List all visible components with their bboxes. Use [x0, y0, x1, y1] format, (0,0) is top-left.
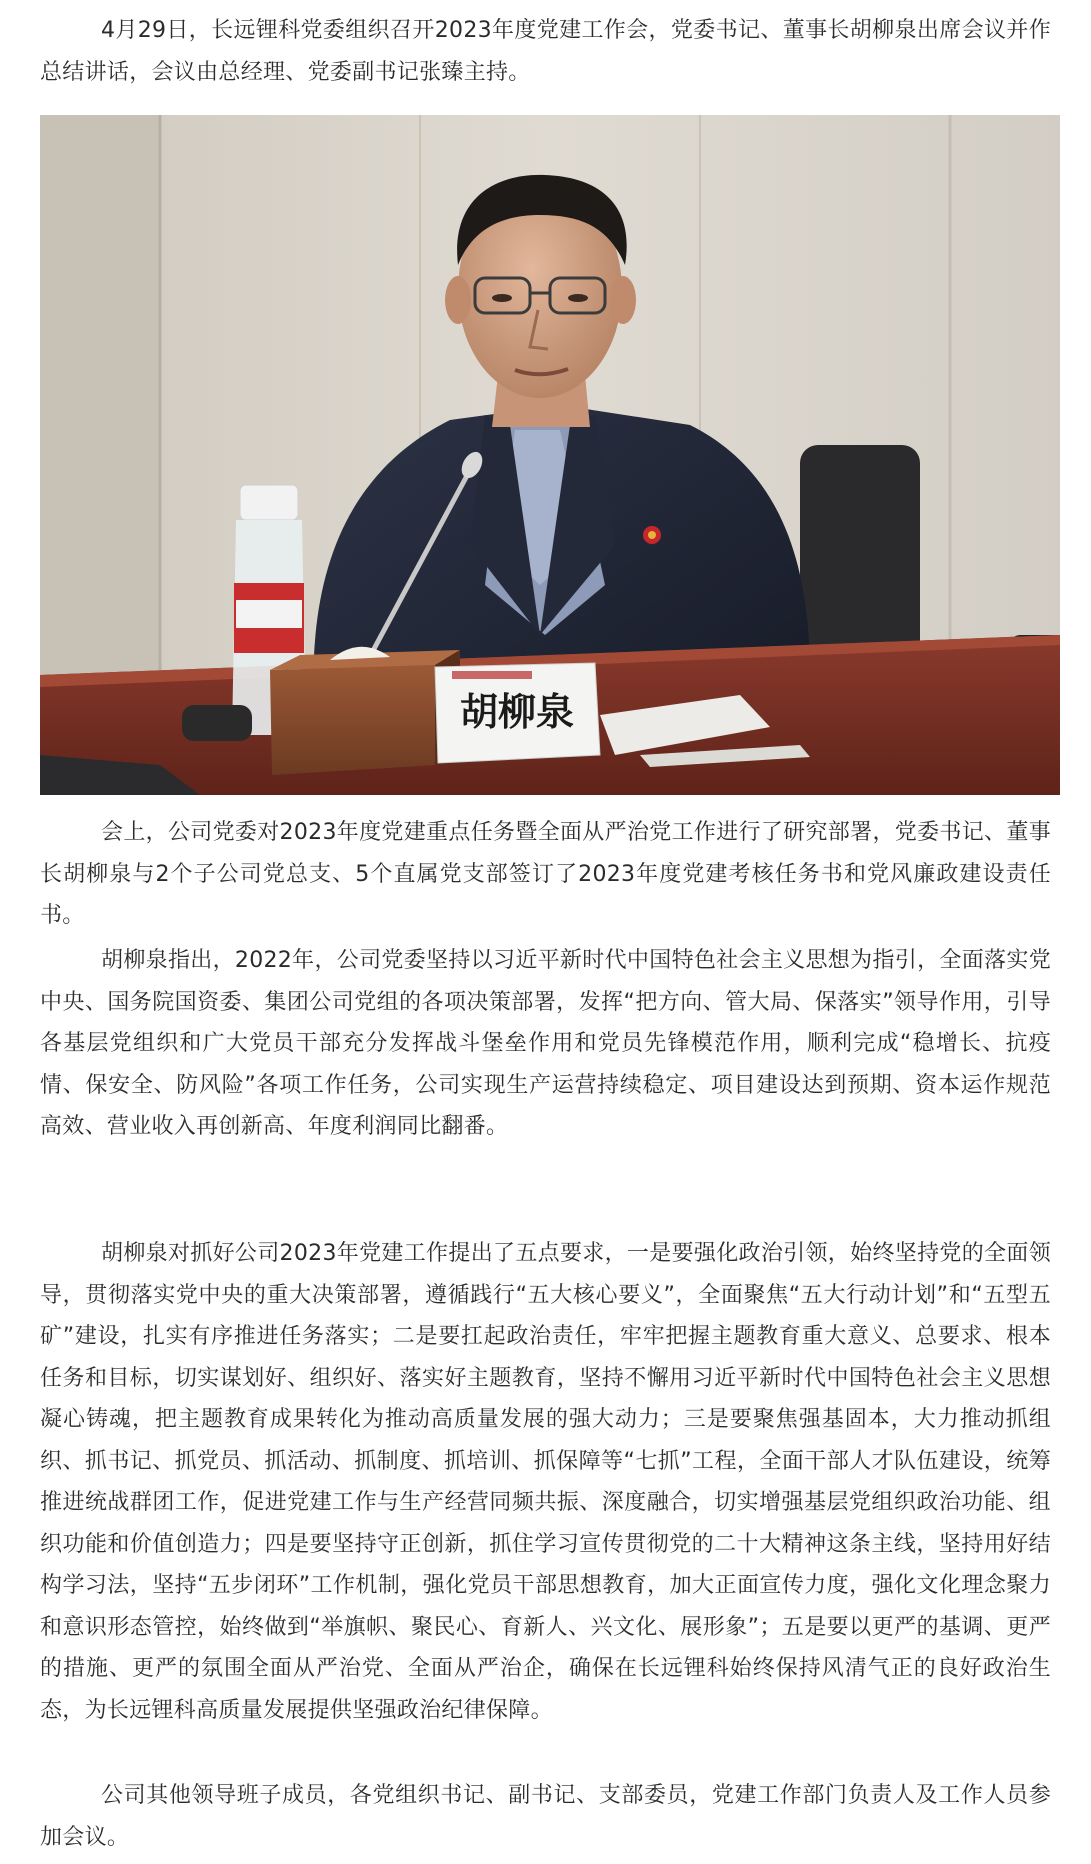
nameplate-label: 胡柳泉 — [459, 690, 575, 734]
paragraph-intro: 4月29日，长远锂科党委组织召开2023年度党建工作会，党委书记、董事长胡柳泉出席会议并作总结讲话，会议由总经理、党委副书记张臻主持。 — [40, 18, 1051, 85]
paragraph-requirements: 胡柳泉对抓好公司2023年党建工作提出了五点要求，一是要强化政治引领，始终坚持党的全面领导，贯彻落实党中央的重大决策部署，遵循践行“五大核心要义”，全面聚焦“五大行动计划”和“五型五矿”建设，扎实有序推进任务落实；二是要扛起政治责任，牢牢把握主题教育重大意义、总要求、根本任务和目标，切实谋划好、组织好、落实好主题教育，坚持不懈用习近平新时代中国特色社会主义思想凝心铸魂，把主题教育成果转化为推动高质量发展的强大动力；三是要聚焦强基固本，大力推动抓组织、抓书记、抓党员、抓活动、抓制度、抓培训、抓保障等“七抓”工程，全面干部人才队伍建设，统筹推进统战群团工作，促进党建工作与生产经营同频共振、深度融合，切实增强基层党组织政治功能、组织功能和价值创造力；四是要坚持守正创新，抓住学习宣传贯彻党的二十大精神这条主线，坚持用好结构学习法，坚持“五步闭环”工作机制，强化党员干部思想教育，加大正面宣传力度，强化文化理念聚力和意识形态管控，始终做到“举旗帜、聚民心、育新人、兴文化、展形象”；五是要以更严的基调、更严的措施、更严的氛围全面从严治党、全面从严治企，确保在长远锂科始终保持风清气正的良好政治生态，为长远锂科高质量发展提供坚强政治纪律保障。 — [40, 1241, 1051, 1723]
paragraph-attendees: 公司其他领导班子成员，各党组织书记、副书记、支部委员，党建工作部门负责人及工作人员参加会议。 — [40, 1783, 1051, 1850]
paragraph-deployment: 会上，公司党委对2023年度党建重点任务暨全面从严治党工作进行了研究部署，党委书记、董事长胡柳泉与2个子公司党总支、5个直属党支部签订了2023年度党建考核任务书和党风廉政建设责任书。 — [40, 820, 1051, 928]
meeting-photo — [40, 115, 1060, 795]
paragraph-review: 胡柳泉指出，2022年，公司党委坚持以习近平新时代中国特色社会主义思想为指引，全面落实党中央、国务院国资委、集团公司党组的各项决策部署，发挥“把方向、管大局、保落实”领导作用，引导各基层党组织和广大党员干部充分发挥战斗堡垒作用和党员先锋模范作用，顺利完成“稳增长、抗疫情、保安全、防风险”各项工作任务，公司实现生产运营持续稳定、项目建设达到预期、资本运作规范高效、营业收入再创新高、年度利润同比翻番。 — [40, 948, 1051, 1139]
